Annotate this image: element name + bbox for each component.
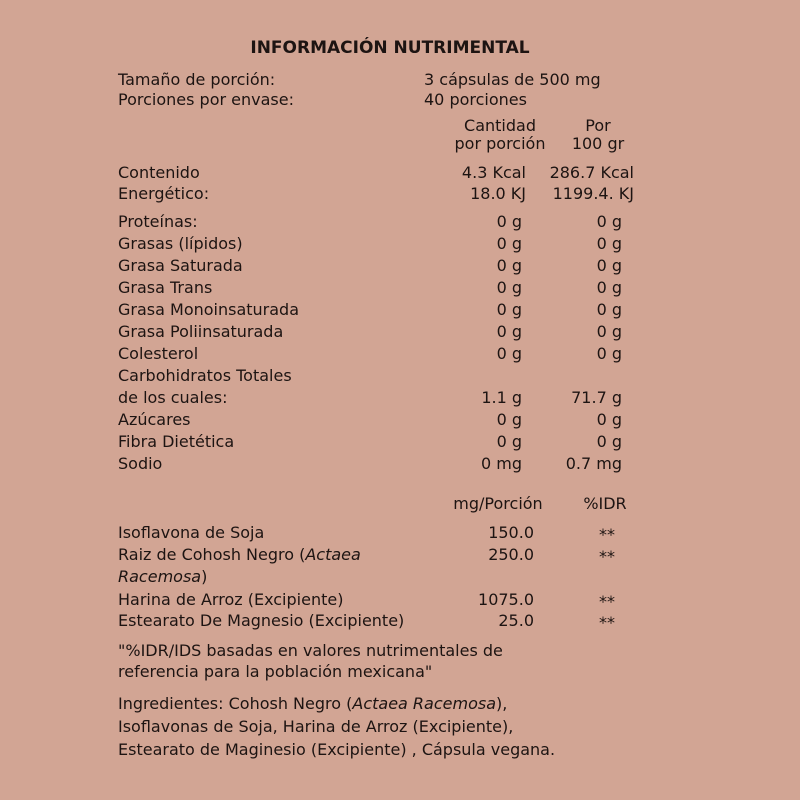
composition-idr: ** bbox=[599, 547, 615, 566]
nutrient-label: Grasa Monoinsaturada bbox=[118, 300, 300, 319]
nutrient-100g: 0.7 mg bbox=[565, 454, 622, 473]
footnote-line2: referencia para la población mexicana" bbox=[118, 662, 433, 681]
composition-label-line2: Racemosa) bbox=[118, 567, 208, 586]
label-title: INFORMACIÓN NUTRIMENTAL bbox=[250, 38, 530, 58]
composition-header-mg: mg/Porción bbox=[453, 494, 543, 513]
servings-per-pack-value: 40 porciones bbox=[424, 90, 527, 109]
header-portion-line1: Cantidad bbox=[464, 116, 536, 135]
nutrient-label: Proteínas: bbox=[118, 212, 198, 231]
energy-kj-portion: 18.0 KJ bbox=[470, 184, 526, 203]
nutrient-label: Sodio bbox=[118, 454, 163, 473]
energy-kcal-100g: 286.7 Kcal bbox=[549, 163, 634, 182]
nutrient-portion: 0 g bbox=[496, 432, 522, 451]
composition-label: Isoflavona de Soja bbox=[118, 523, 265, 542]
nutrient-portion: 0 g bbox=[496, 256, 522, 275]
nutrient-label: de los cuales: bbox=[118, 388, 228, 407]
nutrient-label: Grasa Poliinsaturada bbox=[118, 322, 284, 341]
composition-label: Raiz de Cohosh Negro (Actaea bbox=[118, 545, 361, 564]
composition-mg: 1075.0 bbox=[478, 590, 534, 609]
nutrient-label: Azúcares bbox=[118, 410, 191, 429]
serving-size-label: Tamaño de porción: bbox=[118, 70, 276, 89]
nutrient-label: Fibra Dietética bbox=[118, 432, 235, 451]
nutrient-100g: 0 g bbox=[596, 256, 622, 275]
energy-label-line2: Energético: bbox=[118, 184, 210, 203]
ingredients-line1: Ingredientes: Cohosh Negro (Actaea Racemosa), bbox=[118, 694, 508, 713]
ingredients-line2: Isoflavonas de Soja, Harina de Arroz (Excipiente), bbox=[118, 717, 514, 736]
composition-label: Estearato De Magnesio (Excipiente) bbox=[118, 611, 405, 630]
nutrient-100g: 71.7 g bbox=[571, 388, 622, 407]
nutrient-100g: 0 g bbox=[596, 410, 622, 429]
nutrient-portion: 0 g bbox=[496, 300, 522, 319]
composition-idr: ** bbox=[599, 613, 615, 632]
energy-label-line1: Contenido bbox=[118, 163, 200, 182]
serving-size-value: 3 cápsulas de 500 mg bbox=[424, 70, 601, 89]
nutrient-label: Colesterol bbox=[118, 344, 199, 363]
nutrient-label: Grasa Trans bbox=[118, 278, 213, 297]
nutrient-portion: 0 g bbox=[496, 278, 522, 297]
ingredients-line3: Estearato de Maginesio (Excipiente) , Cápsula vegana. bbox=[118, 740, 556, 759]
energy-kcal-portion: 4.3 Kcal bbox=[461, 163, 526, 182]
nutrient-portion: 0 g bbox=[496, 234, 522, 253]
composition-header-idr: %IDR bbox=[583, 494, 627, 513]
nutrient-label: Grasas (lípidos) bbox=[118, 234, 243, 253]
nutrient-100g: 0 g bbox=[596, 300, 622, 319]
composition-mg: 150.0 bbox=[488, 523, 534, 542]
nutrient-portion: 0 g bbox=[496, 344, 522, 363]
nutrient-100g: 0 g bbox=[596, 344, 622, 363]
composition-idr: ** bbox=[599, 525, 615, 544]
nutrient-portion: 0 mg bbox=[480, 454, 522, 473]
composition-label: Harina de Arroz (Excipiente) bbox=[118, 590, 344, 609]
nutrient-label: Grasa Saturada bbox=[118, 256, 243, 275]
header-100g-line2: 100 gr bbox=[571, 134, 625, 153]
energy-kj-100g: 1199.4. KJ bbox=[552, 184, 634, 203]
header-portion-line2: por porción bbox=[454, 134, 546, 153]
nutrient-portion: 1.1 g bbox=[481, 388, 522, 407]
nutrient-label: Carbohidratos Totales bbox=[118, 366, 292, 385]
nutrient-portion: 0 g bbox=[496, 410, 522, 429]
nutrient-100g: 0 g bbox=[596, 278, 622, 297]
footnote-line1: "%IDR/IDS basadas en valores nutrimentales de bbox=[118, 641, 503, 660]
composition-mg: 25.0 bbox=[498, 611, 534, 630]
nutrient-100g: 0 g bbox=[596, 432, 622, 451]
header-100g-line1: Por bbox=[585, 116, 611, 135]
nutrient-100g: 0 g bbox=[596, 212, 622, 231]
servings-per-pack-label: Porciones por envase: bbox=[118, 90, 294, 109]
nutrient-portion: 0 g bbox=[496, 322, 522, 341]
nutrient-100g: 0 g bbox=[596, 234, 622, 253]
composition-idr: ** bbox=[599, 592, 615, 611]
composition-mg: 250.0 bbox=[488, 545, 534, 564]
nutrient-portion: 0 g bbox=[496, 212, 522, 231]
nutrient-100g: 0 g bbox=[596, 322, 622, 341]
